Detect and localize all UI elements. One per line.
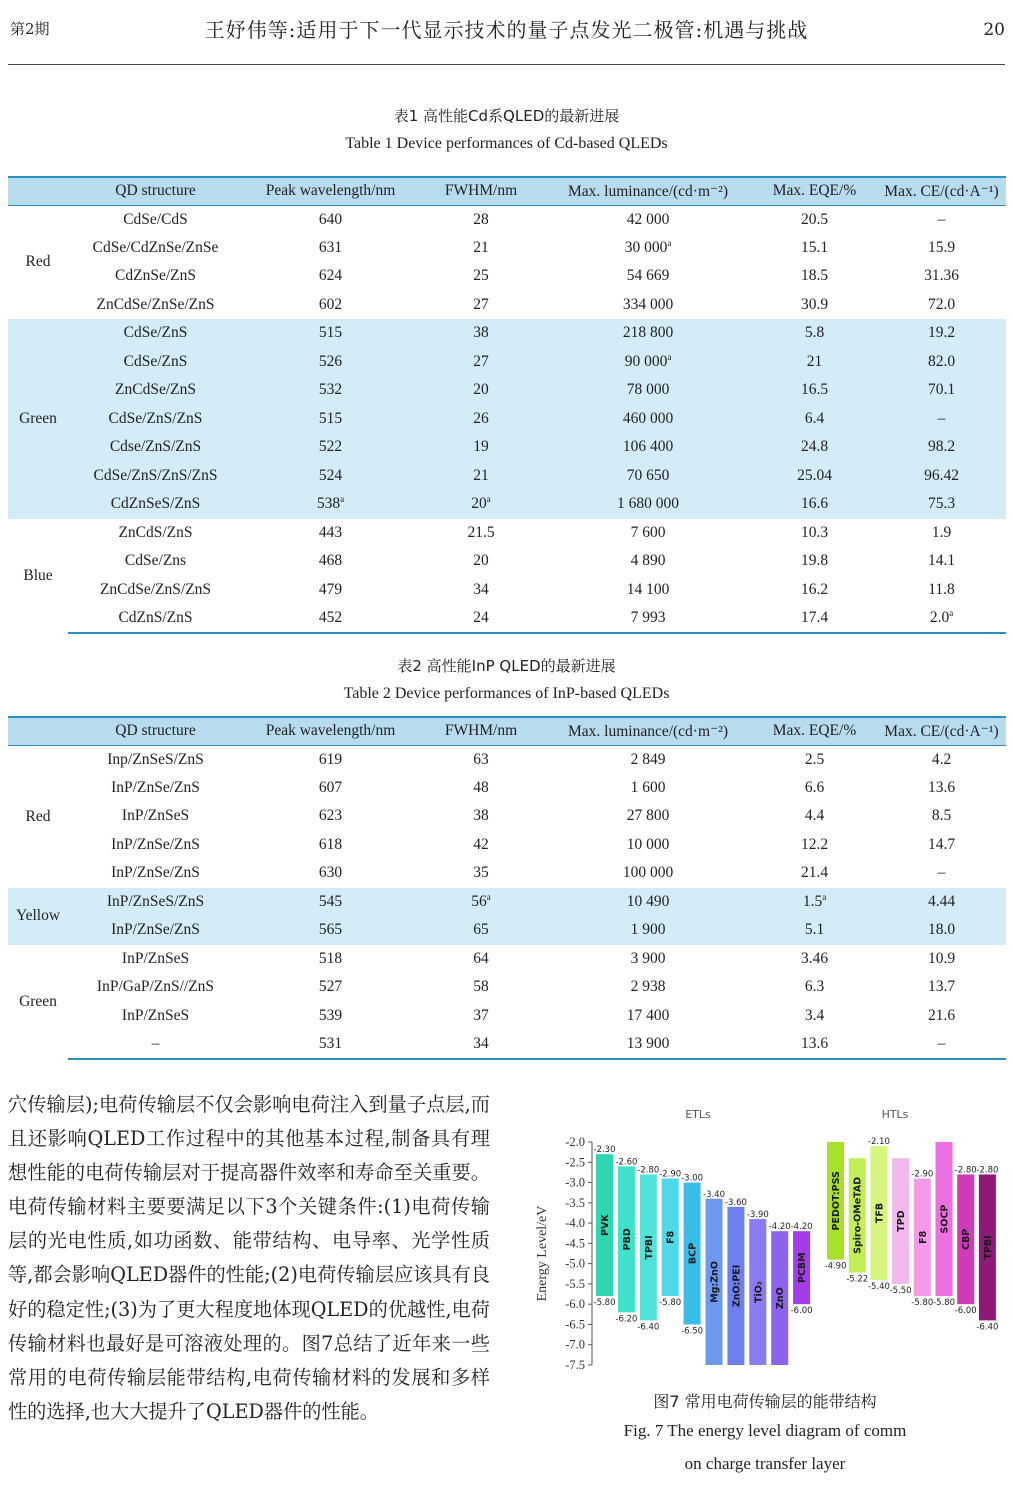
cell-pw: 518 — [318, 949, 343, 967]
cell-pw: 531 — [243, 1030, 418, 1059]
cell-lum: 2 849 — [630, 750, 666, 768]
cell-lum: 7 600 — [630, 523, 666, 541]
bar-bottom-value: -6.40 — [637, 1322, 660, 1333]
cell-fw: 21.5 — [467, 523, 495, 541]
cell-eqe: 20.5 — [800, 210, 829, 228]
group-label: Green — [19, 992, 57, 1010]
cell-eqe: 5.1 — [804, 921, 825, 939]
cell-eqe: 3.46 — [800, 949, 829, 967]
cell-ce: 14.7 — [927, 835, 956, 853]
column-header: FWHM/nm — [418, 717, 544, 745]
bar-name-label: TPBI — [982, 1235, 994, 1260]
cell-ce: 10.9 — [927, 949, 956, 967]
table-header-row — [8, 717, 1006, 745]
cell-ce: – — [937, 210, 946, 228]
y-tick-label: -2.0 — [565, 1135, 585, 1149]
bar-bottom-value: -5.40 — [867, 1281, 890, 1292]
cell-ce: 4.44 — [927, 892, 956, 910]
cell-fw: 35 — [473, 864, 489, 882]
cell-eqe: 19.8 — [800, 552, 829, 570]
column-header: Max. luminance/(cd·m⁻²) — [544, 717, 752, 745]
cell-eqe: 4.4 — [804, 807, 825, 825]
table1 — [8, 176, 1006, 634]
cell-pw: 607 — [318, 778, 343, 796]
bar-name-label: F8 — [917, 1230, 929, 1244]
cell-ce: 1.9 — [931, 523, 952, 541]
issue-number: 第2期 — [10, 20, 50, 38]
cell-eqe: 25.04 — [797, 466, 832, 484]
cell-lum: 42 000 — [626, 210, 670, 228]
cell-lum: 100 000 — [622, 864, 674, 882]
bar-name-label: ZnO — [775, 1287, 787, 1309]
cell-s: InP/ZnSeS — [121, 1006, 190, 1024]
cell-pw: 527 — [318, 978, 343, 996]
cell-s: Cdse/ZnS/ZnS — [109, 438, 202, 456]
table1-caption-zh: 表1 高性能Cd系QLED的最新进展 — [393, 107, 620, 125]
cell-lum: 54 669 — [626, 267, 670, 285]
figure-caption-en-line2: on charge transfer layer — [684, 1454, 846, 1473]
table-row — [8, 802, 1006, 831]
cell-pw: 623 — [318, 807, 343, 825]
cell-s: CdZnSeS/ZnS — [110, 495, 201, 513]
cell-pw: 515 — [318, 409, 343, 427]
bar-top-value: -4.20 — [768, 1222, 791, 1233]
cell-ce: 21.6 — [927, 1006, 956, 1024]
cell-pw: 479 — [318, 580, 343, 598]
cell-eqe: 18.5 — [800, 267, 829, 285]
bar-bottom-value: -5.80 — [933, 1298, 955, 1309]
bar-bottom-value: -4.90 — [824, 1261, 847, 1272]
cell-fw: 26 — [473, 409, 489, 427]
cell-fw: 20 — [473, 552, 489, 570]
cell-fw: 34 — [418, 1030, 544, 1059]
y-tick-label: -5.5 — [565, 1276, 585, 1291]
bar-bottom-value: -6.00 — [790, 1306, 813, 1317]
bar-top-value: -2.80 — [976, 1165, 999, 1176]
cell-s: ZnCdSe/ZnS/ZnS — [99, 580, 212, 598]
cell-fw: 28 — [473, 210, 489, 228]
figure-caption-zh: 图7 常用电荷传输层的能带结构 — [653, 1392, 877, 1411]
cell-fw: 48 — [473, 778, 489, 796]
bar-top-value: -3.60 — [724, 1197, 747, 1208]
cell-s: CdZnSe/ZnS — [115, 267, 196, 285]
bar-name-label: TFB — [874, 1202, 886, 1224]
cell-pw: 522 — [318, 438, 343, 456]
y-tick-label: -7.5 — [565, 1358, 585, 1372]
cell-s: ZnCdS/ZnS — [118, 523, 193, 541]
cell-s: Inp/ZnSeS/ZnS — [107, 750, 204, 768]
body-paragraph: 穴传输层);电荷传输层不仅会影响电荷注入到量子点层,而且还影响QLED工作过程中的其他基本过程,制备具有理想性能的电荷传输层对于提高器件效率和寿命至关重要。电荷传输材料主要要满足以下3个关键条件:(1)电荷传输层的光电性质,如功函数、能带结构、电导率、光学性质等,都会影响QLED器件的性能;(2)电荷传输层应该具有良好的稳定性;(3)为了更大程度地体现QLED的优越性,电荷传输材料也最好是可溶液处理的。图7总结了近年来一些常用的电荷传输层能带结构,电荷传输材料的发展和多样性的选择,也大大提升了QLED器件的性能。 — [8, 1093, 490, 1423]
table-row — [8, 973, 1006, 1002]
cell-s: InP/ZnSeS/ZnS — [106, 892, 205, 910]
cell-eqe: 13.6 — [752, 1030, 877, 1059]
bar-bottom-value: -5.80 — [659, 1298, 682, 1309]
cell-pw: 526 — [318, 352, 343, 370]
cell-fw: 42 — [473, 835, 489, 853]
footnote-marker: a — [340, 494, 345, 505]
header-rule — [8, 64, 1005, 65]
bar-top-value: -3.90 — [746, 1210, 769, 1221]
cell-lum: 90 000$^a$ — [624, 351, 672, 370]
running-title: 王妤伟等:适用于下一代显示技术的量子点发光二极管:机遇与挑战 — [204, 18, 809, 42]
cell-s: ZnCdSe/ZnSe/ZnS — [96, 295, 215, 313]
cell-fw: 37 — [473, 1006, 489, 1024]
cell-lum: 1 900 — [630, 921, 666, 939]
cell-s: CdZnS/ZnS — [68, 604, 243, 633]
cell-lum: 7 993 — [544, 604, 752, 633]
column-header: Max. EQE/% — [752, 717, 877, 745]
bar-bottom-value: -6.50 — [681, 1326, 704, 1337]
cell-lum: 3 900 — [630, 949, 666, 967]
cell-ce: 72.0 — [927, 295, 956, 313]
table1-caption-en: Table 1 Device performances of Cd-based QLEDs — [345, 135, 668, 152]
y-tick-label: -7.0 — [565, 1337, 585, 1352]
cell-eqe: 3.4 — [804, 1006, 825, 1024]
y-tick-label: -5.0 — [565, 1256, 585, 1271]
cell-ce: 96.42 — [924, 466, 959, 484]
cell-lum: 10 000 — [626, 835, 670, 853]
cell-s: CdSe/ZnS — [123, 352, 188, 370]
bar-name-label: F8 — [665, 1230, 677, 1244]
cell-fw: 20 — [473, 381, 489, 399]
bar-bottom-value: -5.80 — [911, 1298, 934, 1309]
cell-s: – — [68, 1030, 243, 1059]
cell-lum: 30 000$^a$ — [624, 237, 672, 256]
cell-fw: 21 — [473, 466, 489, 484]
header-blank — [8, 177, 68, 205]
bar-name-label: TiO₂ — [753, 1281, 765, 1304]
energy-level-chart — [525, 1100, 1005, 1385]
bar-name-label: TPD — [896, 1210, 908, 1232]
cell-eqe: 16.5 — [800, 381, 829, 399]
cell-ce: – — [937, 864, 946, 882]
table-row — [8, 774, 1006, 803]
y-tick-label: -3.5 — [565, 1195, 585, 1210]
cell-lum: 27 800 — [626, 807, 670, 825]
cell-eqe: 10.3 — [800, 523, 829, 541]
bar-name-label: Mg:ZnO — [709, 1260, 721, 1303]
bar-name-label: PEDOT:PSS — [831, 1171, 842, 1231]
table-row — [8, 405, 1006, 434]
column-header: Max. CE/(cd·A⁻¹) — [877, 177, 1006, 205]
cell-ce: – — [877, 1030, 1006, 1059]
bar-bottom-value: -5.22 — [846, 1274, 869, 1285]
bar-top-value: -3.40 — [703, 1189, 725, 1200]
cell-ce: 70.1 — [927, 381, 956, 399]
bar-top-value: -2.90 — [659, 1169, 682, 1180]
page-number: 20 — [983, 20, 1005, 40]
cell-eqe: 6.6 — [804, 778, 825, 796]
y-tick-label: -4.0 — [565, 1216, 585, 1231]
table-row — [8, 376, 1006, 405]
table-header-row — [8, 177, 1006, 205]
cell-lum: 1 680 000 — [617, 495, 679, 513]
table-row — [8, 205, 1006, 234]
cell-pw: 532 — [318, 381, 343, 399]
cell-pw: 545 — [318, 892, 343, 910]
table-row — [8, 547, 1006, 576]
footnote-marker: a — [667, 351, 672, 362]
cell-fw: 21 — [473, 238, 489, 256]
column-header: Max. luminance/(cd·m⁻²) — [544, 177, 752, 205]
cell-fw: 58 — [473, 978, 489, 996]
table-row — [8, 888, 1006, 917]
cell-lum: 17 400 — [626, 1006, 670, 1024]
bar-bottom-value: -5.50 — [889, 1285, 912, 1296]
bar-name-label: PBD — [621, 1228, 633, 1251]
bar-top-value: -2.90 — [911, 1169, 934, 1180]
cell-ce: 2.0$^a$ — [877, 604, 1006, 633]
table-row — [8, 234, 1006, 263]
cell-ce: 31.36 — [924, 267, 959, 285]
bar-name-label: BCP — [687, 1242, 699, 1265]
cell-ce: 14.1 — [927, 552, 956, 570]
cell-lum: 106 400 — [622, 438, 674, 456]
table-row — [8, 1030, 1006, 1059]
cell-s: CdSe/ZnS/ZnS/ZnS — [93, 466, 218, 484]
column-header: QD structure — [68, 177, 243, 205]
cell-ce: 13.7 — [927, 978, 956, 996]
cell-fw: 27 — [473, 295, 489, 313]
column-header: QD structure — [68, 717, 243, 745]
cell-pw: 524 — [318, 466, 343, 484]
column-header: Peak wavelength/nm — [243, 717, 418, 745]
cell-s: InP/ZnSe/ZnS — [111, 778, 200, 796]
bar-top-value: -2.10 — [867, 1137, 890, 1148]
cell-lum: 78 000 — [626, 381, 670, 399]
cell-ce: – — [937, 409, 946, 427]
cell-pw: 515 — [318, 324, 343, 342]
cell-fw: 19 — [473, 438, 489, 456]
cell-eqe: 30.9 — [800, 295, 829, 313]
cell-s: ZnCdSe/ZnS — [115, 381, 196, 399]
cell-eqe: 5.8 — [804, 324, 825, 342]
cell-eqe: 24.8 — [800, 438, 829, 456]
group-label: Blue — [23, 566, 53, 584]
cell-ce: 18.0 — [927, 921, 956, 939]
cell-eqe: 21 — [806, 352, 823, 370]
cell-pw: 619 — [318, 750, 343, 768]
column-header: Peak wavelength/nm — [243, 177, 418, 205]
y-tick-label: -2.5 — [565, 1155, 585, 1170]
cell-s: InP/ZnSe/ZnS — [111, 864, 200, 882]
table-row — [8, 859, 1006, 888]
table-row — [8, 745, 1006, 774]
cell-ce: 4.2 — [931, 750, 952, 768]
y-tick-label: -6.0 — [565, 1297, 585, 1312]
cell-pw: 443 — [318, 523, 343, 541]
bar-top-value: -3.00 — [681, 1173, 704, 1184]
cell-pw: 565 — [318, 921, 343, 939]
table-row — [8, 462, 1006, 491]
cell-fw: 38 — [473, 807, 489, 825]
table-row — [8, 945, 1006, 974]
cell-lum: 10 490 — [626, 892, 670, 910]
column-header: Max. CE/(cd·A⁻¹) — [877, 717, 1006, 745]
bar-name-label: TPBI — [643, 1235, 655, 1260]
cell-fw: 38 — [473, 324, 489, 342]
cell-s: CdSe/CdZnSe/ZnSe — [92, 238, 219, 256]
cell-pw: 538$^a$ — [316, 494, 345, 513]
bar-bottom-value: -6.00 — [954, 1306, 977, 1317]
y-tick-label: -3.0 — [565, 1175, 585, 1190]
bar-name-label: SOCP — [939, 1204, 951, 1234]
cell-lum: 2 938 — [630, 978, 666, 996]
table-row — [8, 1002, 1006, 1031]
table-row — [8, 576, 1006, 605]
cell-s: CdSe/ZnS — [123, 324, 188, 342]
cell-s: CdSe/ZnS/ZnS — [108, 409, 203, 427]
table-row — [8, 262, 1006, 291]
cell-fw: 20$^a$ — [471, 494, 491, 513]
y-tick-label: -6.5 — [565, 1317, 585, 1332]
cell-lum: 70 650 — [626, 466, 670, 484]
footnote-marker: a — [667, 237, 672, 248]
cell-eqe: 12.2 — [800, 835, 829, 853]
cell-s: CdSe/CdS — [123, 210, 188, 228]
bar-top-value: -2.30 — [593, 1145, 616, 1156]
cell-pw: 602 — [318, 295, 343, 313]
cell-pw: 630 — [318, 864, 343, 882]
cell-pw: 468 — [318, 552, 343, 570]
group-label: Green — [19, 409, 57, 427]
cell-pw: 640 — [318, 210, 343, 228]
table-row — [8, 519, 1006, 548]
bar-top-value: -2.80 — [637, 1165, 660, 1176]
cell-fw: 63 — [473, 750, 489, 768]
cell-lum: 1 600 — [630, 778, 666, 796]
cell-ce: 19.2 — [927, 324, 956, 342]
table-row — [8, 916, 1006, 945]
cell-lum: 218 800 — [622, 324, 674, 342]
bar-top-value: -2.60 — [615, 1157, 638, 1168]
table2-caption-en: Table 2 Device performances of InP-based QLEDs — [343, 685, 670, 702]
cell-ce: 75.3 — [927, 495, 956, 513]
bar-name-label: ZnO:PEI — [731, 1264, 743, 1308]
table-row — [8, 348, 1006, 377]
bar-bottom-value: -6.40 — [976, 1322, 999, 1333]
cell-lum: 4 890 — [630, 552, 666, 570]
footnote-marker: a — [949, 607, 954, 618]
cell-fw: 27 — [473, 352, 489, 370]
bar-name-label: PCBM — [797, 1252, 809, 1284]
cell-eqe: 2.5 — [804, 750, 825, 768]
group-label: ETLs — [685, 1108, 711, 1121]
cell-eqe: 1.5$^a$ — [802, 891, 827, 910]
page-header — [0, 0, 1013, 66]
footnote-marker: a — [486, 891, 491, 902]
column-header: FWHM/nm — [418, 177, 544, 205]
group-label: Red — [25, 807, 51, 825]
cell-fw: 56$^a$ — [471, 891, 491, 910]
table-row — [8, 831, 1006, 860]
cell-s: CdSe/Zns — [124, 552, 187, 570]
cell-eqe: 15.1 — [800, 238, 829, 256]
group-label: HTLs — [881, 1108, 909, 1121]
table-row — [8, 319, 1006, 348]
cell-fw: 25 — [473, 267, 489, 285]
cell-fw: 65 — [473, 921, 489, 939]
cell-eqe: 16.6 — [800, 495, 829, 513]
cell-s: InP/ZnSe/ZnS — [111, 835, 200, 853]
cell-ce: 82.0 — [927, 352, 956, 370]
cell-pw: 631 — [318, 238, 343, 256]
cell-lum: 334 000 — [622, 295, 674, 313]
cell-eqe: 6.3 — [804, 978, 825, 996]
cell-pw: 539 — [318, 1006, 343, 1024]
y-axis-label: Energy Level/eV — [535, 1205, 550, 1302]
footnote-marker: a — [486, 494, 491, 505]
table-row — [8, 291, 1006, 320]
table-row — [8, 604, 1006, 633]
bar-name-label: Spiro-OMeTAD — [852, 1176, 864, 1254]
cell-eqe: 21.4 — [800, 864, 829, 882]
cell-eqe: 6.4 — [804, 409, 825, 427]
cell-s: InP/ZnSeS — [121, 949, 190, 967]
cell-s: InP/ZnSeS — [121, 807, 190, 825]
cell-fw: 34 — [473, 580, 489, 598]
cell-ce: 13.6 — [927, 778, 956, 796]
cell-ce: 98.2 — [927, 438, 956, 456]
cell-fw: 24 — [418, 604, 544, 633]
group-label: Yellow — [15, 907, 61, 924]
cell-fw: 64 — [473, 949, 489, 967]
cell-eqe: 16.2 — [800, 580, 829, 598]
cell-lum: 14 100 — [626, 580, 670, 598]
header-blank — [8, 717, 68, 745]
bar-name-label: CBP — [961, 1228, 973, 1250]
cell-s: InP/GaP/ZnS//ZnS — [96, 978, 215, 996]
cell-lum: 13 900 — [544, 1030, 752, 1059]
cell-pw: 452 — [243, 604, 418, 633]
cell-pw: 624 — [318, 267, 343, 285]
cell-pw: 618 — [318, 835, 343, 853]
table2-caption-zh: 表2 高性能InP QLED的最新进展 — [397, 657, 616, 675]
bar-top-value: -2.80 — [954, 1165, 977, 1176]
bar-bottom-value: -6.20 — [615, 1314, 638, 1325]
table2 — [8, 716, 1006, 1060]
cell-ce: 8.5 — [931, 807, 952, 825]
cell-eqe: 17.4 — [752, 604, 877, 633]
cell-ce: 15.9 — [927, 238, 956, 256]
footnote-marker: a — [822, 891, 827, 902]
cell-s: InP/ZnSe/ZnS — [111, 921, 200, 939]
column-header: Max. EQE/% — [752, 177, 877, 205]
table-row — [8, 490, 1006, 519]
bar-name-label: PVK — [600, 1214, 611, 1236]
figure-caption-en-line1: Fig. 7 The energy level diagram of comm — [623, 1421, 907, 1440]
group-label: Red — [25, 253, 51, 271]
cell-lum: 460 000 — [622, 409, 674, 427]
bar-bottom-value: -5.80 — [593, 1298, 616, 1309]
bar-top-value: -4.20 — [790, 1222, 813, 1233]
cell-ce: 11.8 — [928, 580, 955, 598]
table-row — [8, 433, 1006, 462]
y-tick-label: -4.5 — [565, 1236, 585, 1251]
